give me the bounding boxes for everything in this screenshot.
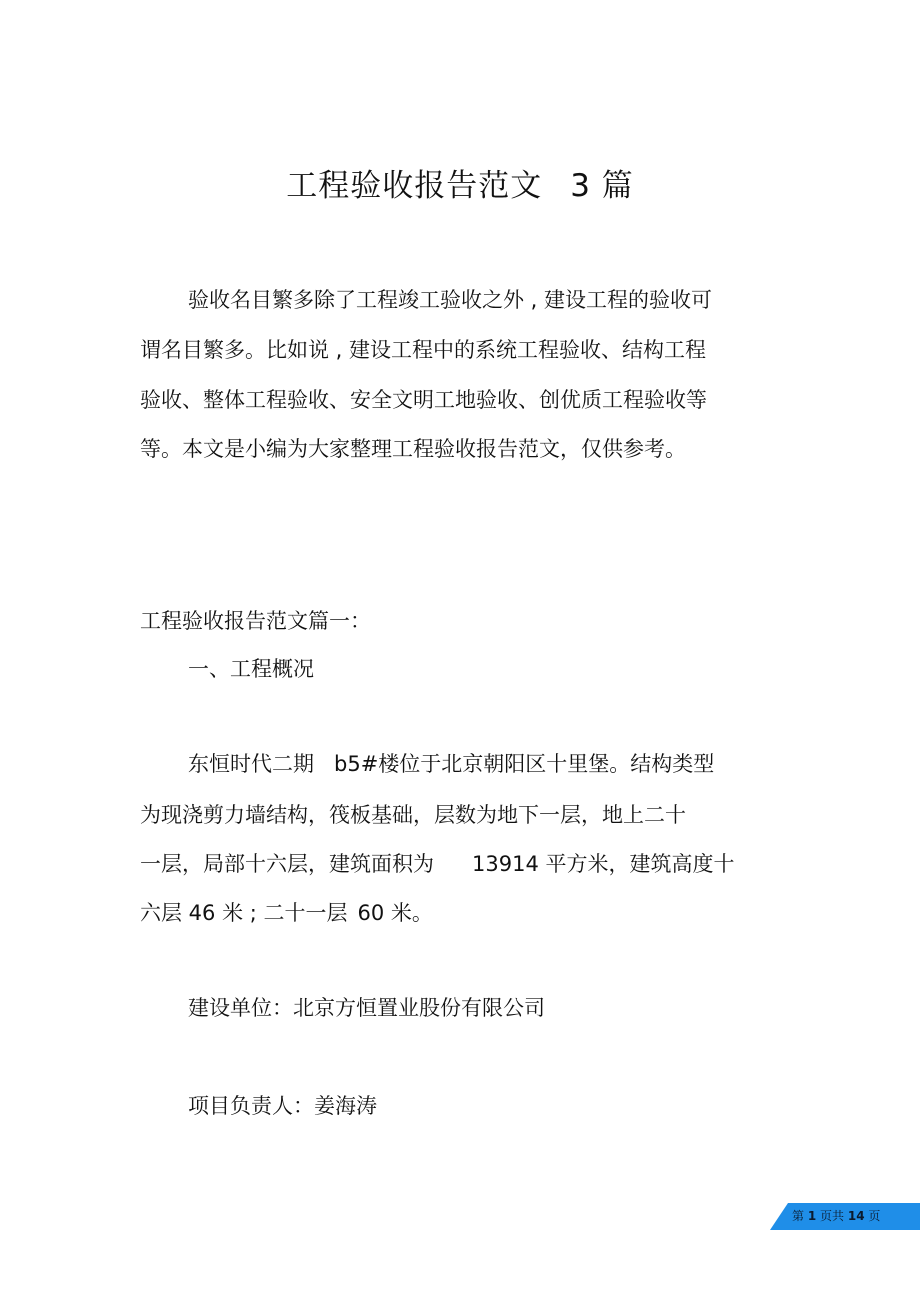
intro-line-4: 等。本文是小编为大家整理工程验收报告范文，仅供参考。 bbox=[140, 437, 686, 461]
title-main: 工程验收报告范文 bbox=[286, 168, 543, 204]
intro-line-1: 验收名目繁多除了工程竣工验收之外 , 建设工程的验收可 bbox=[188, 288, 713, 312]
page-suffix: 页 bbox=[868, 1209, 881, 1223]
overview-line-1 bbox=[188, 749, 714, 779]
page-current: 1 bbox=[807, 1209, 817, 1223]
overview-line-3 bbox=[140, 849, 734, 879]
manager-line: 项目负责人：姜海涛 bbox=[188, 1094, 377, 1118]
page-total: 14 bbox=[847, 1209, 865, 1223]
document-title bbox=[0, 162, 920, 210]
intro-line-3: 验收、整体工程验收、安全文明工地验收、创优质工程验收等 bbox=[140, 388, 707, 412]
overview-area-value: 13914 平方米，建筑高度十 bbox=[472, 852, 735, 876]
overview-height-21: 60 米。 bbox=[357, 901, 433, 925]
page-number-text bbox=[792, 1204, 880, 1229]
builder-line: 建设单位：北京方恒置业股份有限公司 bbox=[188, 996, 545, 1020]
overview-height-16: 六层 46 米 ; 二十一层 bbox=[140, 901, 348, 925]
page-middle: 页共 bbox=[820, 1209, 845, 1223]
intro-line-2: 谓名目繁多。比如说 , 建设工程中的系统工程验收、结构工程 bbox=[140, 338, 707, 362]
overview-building: b5#楼位于北京朝阳区十里堡。结构类型 bbox=[334, 752, 715, 776]
overview-area-label: 一层，局部十六层，建筑面积为 bbox=[140, 852, 434, 876]
overview-line-2: 为现浇剪力墙结构，筏板基础，层数为地下一层，地上二十 bbox=[140, 803, 686, 827]
section-heading: 工程验收报告范文篇一： bbox=[140, 609, 371, 633]
subheading-overview: 一、工程概况 bbox=[188, 657, 314, 681]
page-prefix: 第 bbox=[792, 1209, 805, 1223]
overview-project: 东恒时代二期 bbox=[188, 752, 314, 776]
overview-line-4 bbox=[140, 898, 433, 928]
title-count: 3 篇 bbox=[570, 168, 634, 204]
